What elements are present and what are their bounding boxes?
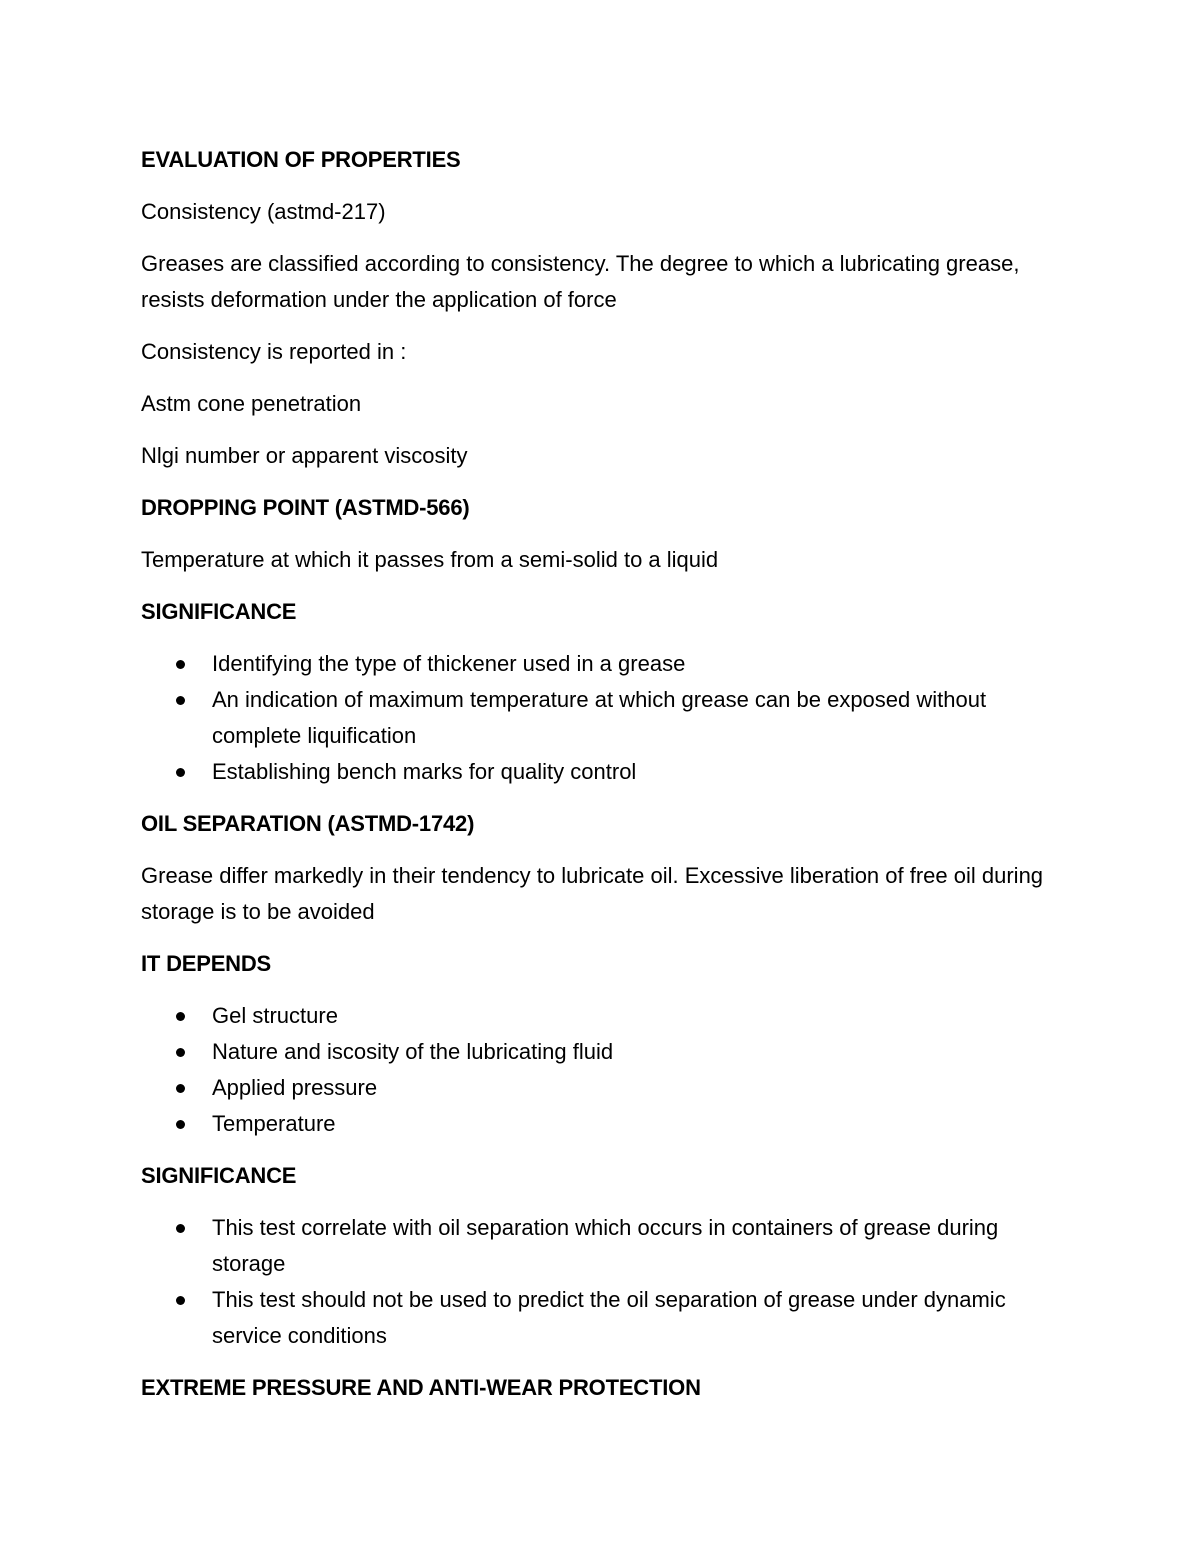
list-item-text: Applied pressure — [212, 1075, 378, 1100]
oil-separation-description: Grease differ markedly in their tendency to lubricate oil. Excessive liberation of free oil during storage is to be avoided — [141, 863, 1044, 924]
bullet-icon — [176, 1048, 185, 1057]
list-item — [141, 1210, 1061, 1282]
bullet-icon — [176, 660, 185, 669]
consistency-description: Greases are classified according to consistency. The degree to which a lubricating grease, resists deformation under the application of force — [141, 251, 1020, 312]
list-item-text: An indication of maximum temperature at which grease can be exposed without complete liquification — [212, 687, 987, 748]
list-item-text: Gel structure — [212, 1003, 338, 1028]
oil-separation-significance-heading: SIGNIFICANCE — [141, 1163, 297, 1188]
dropping-point-heading: DROPPING POINT (ASTMD-566) — [141, 495, 470, 520]
extreme-pressure-heading: EXTREME PRESSURE AND ANTI-WEAR PROTECTION — [141, 1375, 701, 1400]
list-item — [141, 646, 1061, 682]
dropping-point-significance-list — [141, 646, 1061, 790]
dropping-point-significance-heading: SIGNIFICANCE — [141, 599, 297, 624]
consistency-reported-item: Nlgi number or apparent viscosity — [141, 443, 468, 468]
bullet-icon — [176, 1296, 185, 1305]
consistency-reported-item: Astm cone penetration — [141, 391, 362, 416]
list-item — [141, 998, 1061, 1034]
list-item — [141, 1070, 1061, 1106]
oil-separation-heading: OIL SEPARATION (ASTMD-1742) — [141, 811, 475, 836]
list-item-text: Nature and iscosity of the lubricating fluid — [212, 1039, 614, 1064]
dropping-point-description: Temperature at which it passes from a semi-solid to a liquid — [141, 547, 719, 572]
list-item — [141, 1282, 1061, 1354]
list-item — [141, 1034, 1061, 1070]
document-title: EVALUATION OF PROPERTIES — [141, 147, 461, 172]
bullet-icon — [176, 1084, 185, 1093]
list-item-text: This test correlate with oil separation which occurs in containers of grease during storage — [212, 1215, 999, 1276]
bullet-icon — [176, 1120, 185, 1129]
bullet-icon — [176, 1012, 185, 1021]
list-item-text: This test should not be used to predict the oil separation of grease under dynamic service conditions — [212, 1287, 1006, 1348]
consistency-heading: Consistency (astmd-217) — [141, 199, 386, 224]
bullet-icon — [176, 696, 185, 705]
list-item-text: Identifying the type of thickener used in a grease — [212, 651, 686, 676]
list-item — [141, 1106, 1061, 1142]
oil-separation-depends-heading: IT DEPENDS — [141, 951, 272, 976]
bullet-icon — [176, 768, 185, 777]
oil-separation-depends-list — [141, 998, 1061, 1142]
list-item — [141, 754, 1061, 790]
oil-separation-significance-list — [141, 1210, 1061, 1354]
bullet-icon — [176, 1224, 185, 1233]
document-content — [141, 142, 1061, 1422]
list-item-text: Establishing bench marks for quality control — [212, 759, 637, 784]
list-item-text: Temperature — [212, 1111, 336, 1136]
list-item — [141, 682, 1061, 754]
consistency-reported-intro: Consistency is reported in : — [141, 339, 407, 364]
